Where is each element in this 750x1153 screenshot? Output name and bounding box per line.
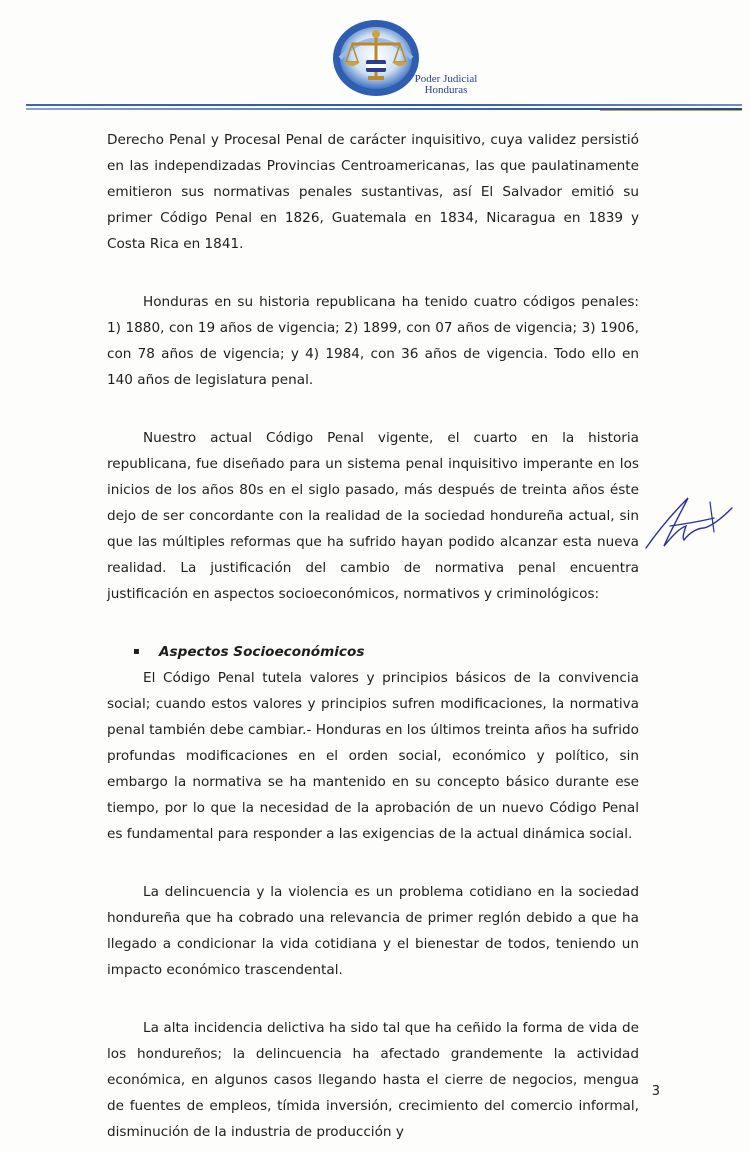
paragraph-1: Derecho Penal y Procesal Penal de carácter inquisitivo, cuya validez persistió en las independizadas Provincias Centroamericanas, las que paulatinamente emitieron sus normativas penales sustantivas, así El Salvador emitió su primer Código Penal en 1826, Guatemala en 1834, Nicaragua en 1839 y Costa Rica en 1841. xyxy=(107,132,639,252)
header-rule-top xyxy=(26,104,742,106)
paragraph-2: Honduras en su historia republicana ha tenido cuatro códigos penales: 1) 1880, con 19 años de vigencia; 2) 1899, con 07 años de vigencia; 3) 1906, con 78 años de vigencia; y 4) 1984, con 36 años de vigencia. Todo ello en 140 años de legislatura penal. xyxy=(107,294,639,388)
paragraph-6: La alta incidencia delictiva ha sido tal que ha ceñido la forma de vida de los hondureños; la delincuencia ha afectado grandemente la actividad económica, en algunos casos llegando hasta el cierre de negocios, mengua de fuentes de empleos, tímida inversión, crecimiento del comercio informal, disminución de la industria de producción y xyxy=(107,1020,639,1140)
page-number: 3 xyxy=(651,1084,660,1099)
section-heading-text: Aspectos Socioeconómicos xyxy=(159,644,365,660)
section-heading xyxy=(133,639,639,665)
header-rule-gold xyxy=(600,110,742,111)
document-body xyxy=(107,127,639,1145)
logo-line-2: Honduras xyxy=(424,84,468,96)
paragraph-5: La delincuencia y la violencia es un problema cotidiano en la sociedad hondureña que ha cobrado una relevancia de primer reglón debido a que ha llegado a condicionar la vida cotidiana y el bienestar de todos, teniendo un impacto económico trascendental. xyxy=(107,884,639,978)
bullet-icon: ▪ xyxy=(133,646,140,657)
logo-wordmark xyxy=(406,74,486,96)
logo-line-1: Poder Judicial xyxy=(414,73,478,85)
page-header xyxy=(0,0,750,118)
handwritten-signature xyxy=(640,488,738,554)
paragraph-3: Nuestro actual Código Penal vigente, el cuarto en la historia republicana, fue diseñado para un sistema penal inquisitivo imperante en los inicios de los años 80s en el siglo pasado, más después de treinta años éste dejo de ser concordante con la realidad de la sociedad hondureña actual, sin que las múltiples reformas que ha sufrido hayan podido alcanzar esta nueva realidad. La justificación del cambio de normativa penal encuentra justificación en aspectos socioeconómicos, normativos y criminológicos: xyxy=(107,430,639,602)
paragraph-4: El Código Penal tutela valores y principios básicos de la convivencia social; cuando estos valores y principios sufren modificaciones, la normativa penal también debe cambiar.- Honduras en los últimos treinta años ha sufrido profundas modificaciones en el orden social, económico y político, sin embargo la normativa se ha mantenido en su concepto básico durante ese tiempo, por lo que la necesidad de la aprobación de un nuevo Código Penal es fundamental para responder a las exigencias de la actual dinámica social. xyxy=(107,670,639,842)
